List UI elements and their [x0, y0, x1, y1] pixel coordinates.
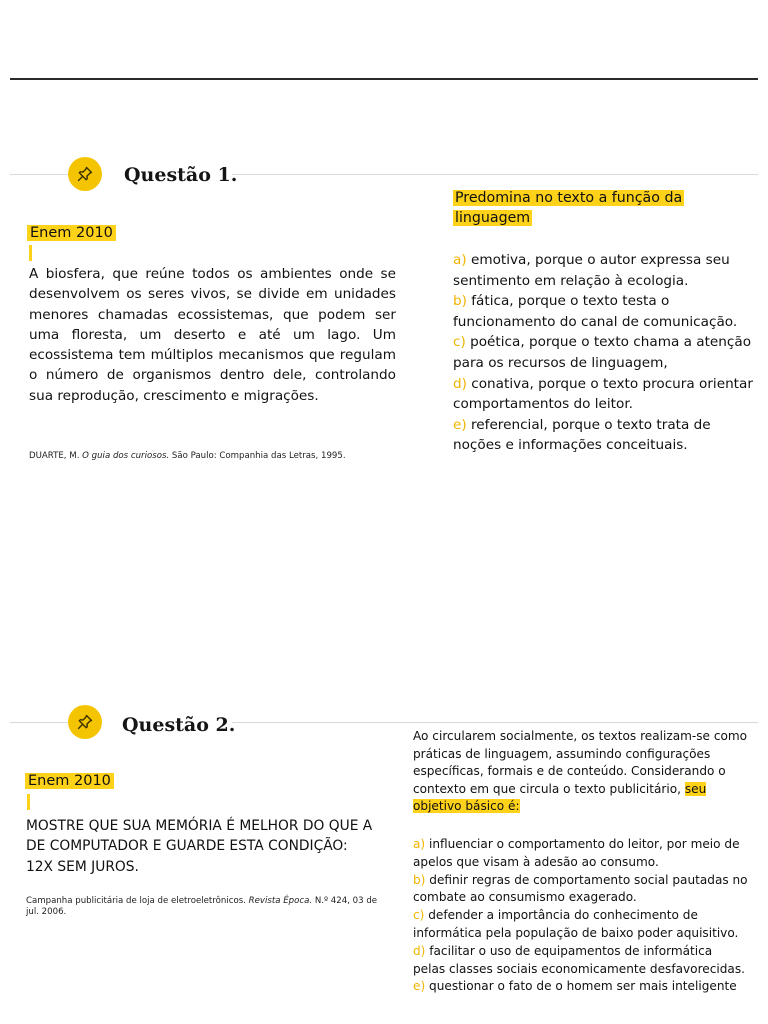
option-text: referencial, porque o texto trata de noções e informações conceituais. — [453, 416, 711, 454]
tag-marker — [27, 794, 30, 810]
option-text: emotiva, porque o autor expressa seu sentimento em relação à ecologia. — [453, 252, 730, 289]
option-a[interactable] — [413, 836, 748, 872]
q1-heading-rule-right — [232, 174, 758, 175]
option-letter: a) — [453, 252, 467, 268]
question-2-source-tag: Enem 2010 — [25, 773, 114, 789]
option-d[interactable] — [453, 374, 758, 415]
option-letter: d) — [413, 943, 426, 958]
question-1-stem — [453, 188, 753, 228]
option-text: poética, porque o texto chama a atenção para os recursos de linguagem, — [453, 334, 752, 371]
question-2-citation — [26, 896, 381, 918]
option-c[interactable] — [453, 332, 758, 373]
tag-marker — [29, 245, 32, 261]
option-text: facilitar o uso de equipamentos de informática pelas classes sociais economicamente desfavorecidas. — [413, 943, 745, 976]
option-letter: e) — [453, 416, 467, 433]
question-1-citation — [29, 451, 399, 461]
question-1-options — [453, 250, 758, 456]
citation-author: DUARTE, M. — [29, 451, 80, 461]
option-text: influenciar o comportamento do leitor, por meio de apelos que visam à adesão ao consumo. — [413, 837, 740, 869]
question-1-source-tag: Enem 2010 — [27, 225, 116, 241]
citation-rest: N.º 424, 03 de jul. 2006. — [26, 896, 378, 917]
question-1-passage: A biosfera, que reúne todos os ambientes onde se desenvolvem os seres vivos, se divide em unidades menores chamadas ecossistemas, que podem ser uma floresta, um deserto e até um lago. Um ecossistema tem múltiplos mecanismos que regulam o número de organismos dentro dele, controlando sua reprodução, crescimento e migrações. — [29, 266, 396, 404]
option-b[interactable] — [453, 291, 758, 332]
q2-heading-rule-left — [10, 722, 70, 723]
stem-line-1: Predomina no texto a função da — [455, 190, 683, 206]
question-2-stem — [413, 728, 748, 816]
option-letter: c) — [453, 334, 466, 351]
option-a[interactable] — [453, 250, 758, 291]
option-b[interactable] — [413, 872, 748, 908]
option-letter: d) — [453, 375, 467, 392]
question-2-ad-text: MOSTRE QUE SUA MEMÓRIA É MELHOR DO QUE A DE COMPUTADOR E GUARDE ESTA CONDIÇÃO: 12X SEM JUROS. — [26, 818, 373, 875]
option-letter: c) — [413, 908, 425, 923]
citation-title: O guia dos curiosos. — [82, 451, 170, 461]
option-e[interactable] — [453, 415, 758, 456]
question-2-options — [413, 836, 748, 996]
q1-heading-rule-left — [10, 174, 70, 175]
pushpin-icon — [68, 705, 102, 739]
option-letter: b) — [453, 293, 467, 310]
question-2-title: Questão 2. — [122, 714, 236, 736]
option-text: fática, porque o texto testa o funcionamento do canal de comunicação. — [453, 293, 738, 330]
q2-heading-rule-right — [232, 722, 758, 723]
option-e[interactable] — [413, 978, 748, 996]
option-text: questionar o fato de o homem ser mais inteligente — [429, 979, 737, 994]
option-text: defender a importância do conhecimento de informática pela população de baixo poder aquisitivo. — [413, 908, 739, 940]
citation-start: Campanha publicitária de loja de eletroeletrônicos. — [26, 896, 246, 906]
option-d[interactable] — [413, 943, 748, 979]
pushpin-icon — [68, 157, 102, 191]
stem-text: Ao circularem socialmente, os textos realizam-se como práticas de linguagem, assumindo configurações específicas, formais e de conteúdo. Considerando o contexto em que circula o texto publicitário, — [413, 729, 748, 796]
citation-rest: São Paulo: Companhia das Letras, 1995. — [171, 451, 346, 461]
option-letter: a) — [413, 837, 426, 851]
stem-line-2: linguagem — [455, 210, 531, 226]
option-text: conativa, porque o texto procura orientar comportamentos do leitor. — [453, 375, 753, 413]
stem-highlight: seu objetivo básico é: — [413, 781, 707, 813]
question-1-title: Questão 1. — [124, 164, 238, 186]
option-text: definir regras de comportamento social pautadas no combate ao consumismo exagerado. — [413, 872, 748, 905]
citation-title: Revista Época. — [248, 896, 313, 906]
option-letter: e) — [413, 979, 426, 994]
option-letter: b) — [413, 872, 426, 887]
option-c[interactable] — [413, 907, 748, 943]
top-divider — [10, 78, 758, 80]
